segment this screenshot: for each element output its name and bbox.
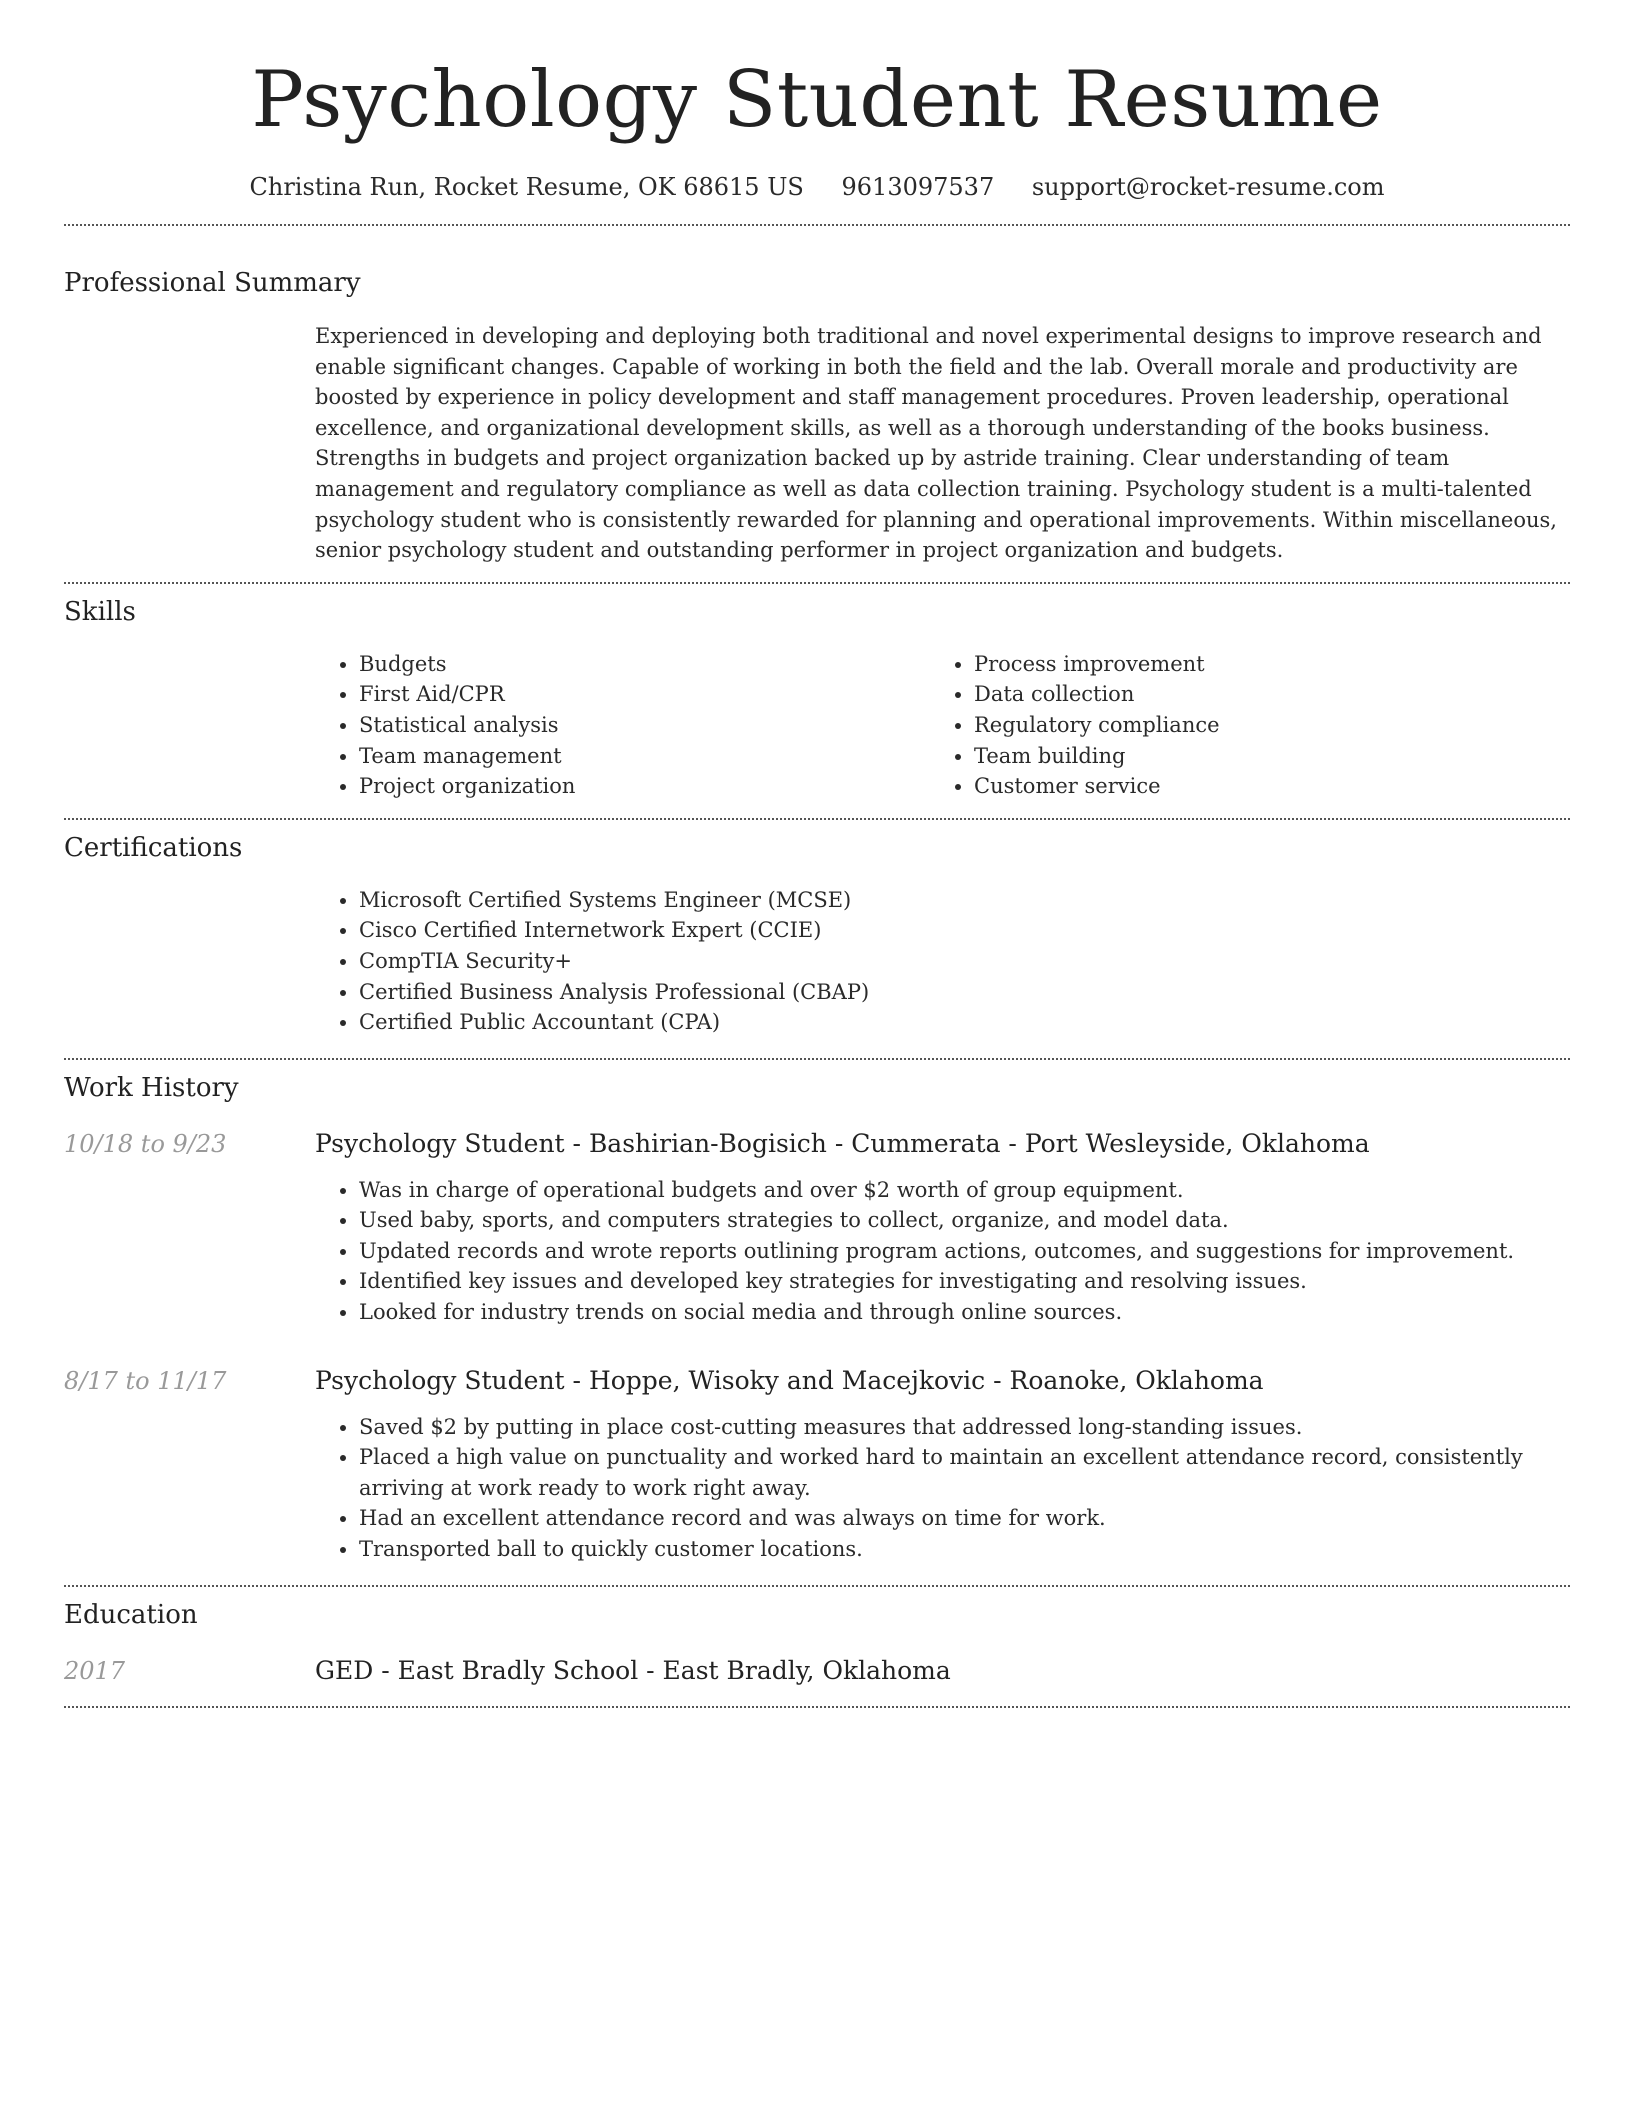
divider [64, 582, 1570, 584]
education-entry [64, 1654, 1570, 1688]
contact-line [64, 170, 1570, 204]
skills-column-left [315, 649, 930, 802]
work-bullet: • Saved $2 by putting in place cost-cutting measures that addressed long-standing issues. [359, 1412, 1570, 1443]
divider [64, 1585, 1570, 1587]
section-title-skills: Skills [64, 596, 136, 627]
skill-item: • Process improvement [974, 649, 1545, 680]
section-title-summary: Professional Summary [64, 268, 361, 298]
work-bullet: • Looked for industry trends on social media and through online sources. [359, 1297, 1570, 1328]
skill-item: • Team management [359, 741, 930, 772]
section-title-certifications: Certifications [64, 832, 243, 863]
skill-item: • Budgets [359, 649, 930, 680]
work-bullet: • Identified key issues and developed key strategies for investigating and resolving issues. [359, 1266, 1570, 1297]
work-bullets [315, 1412, 1570, 1565]
education-title: GED - East Bradly School - East Bradly, Oklahoma [315, 1655, 951, 1685]
work-date: 8/17 to 11/17 [64, 1366, 227, 1395]
skill-item: • Customer service [974, 771, 1545, 802]
summary-text: Experienced in developing and deploying both traditional and novel experimental designs to improve research and enable significant changes. Capable of working in both the field and the lab. Overall morale and productivity are boosted by experience in policy development and staff management procedures. Proven leadership, operational excellence, and organizational development skills, as well as a thorough understanding of the books business. Strengths in budgets and project organization backed up by astride training. Clear understanding of team management and regulatory compliance as well as data collection training. Psychology student is a multi-talented psychology student who is consistently rewarded for planning and operational improvements. Within miscellaneous, senior psychology student and outstanding performer in project organization and budgets. [315, 324, 1557, 563]
education-date: 2017 [64, 1656, 126, 1685]
skill-item: • Data collection [974, 679, 1545, 710]
divider [64, 1058, 1570, 1060]
divider [64, 224, 1570, 226]
work-bullets [315, 1175, 1570, 1328]
certifications-list [315, 885, 1570, 1038]
resume-title: Psychology Student Resume [251, 55, 1383, 145]
work-bullet: • Had an excellent attendance record and was always on time for work. [359, 1503, 1570, 1534]
skill-item: • First Aid/CPR [359, 679, 930, 710]
section-title-work-history: Work History [64, 1072, 239, 1103]
work-title: Psychology Student - Bashirian-Bogisich - Cummerata - Port Wesleyside, Oklahoma [315, 1128, 1370, 1158]
section-title-education: Education [64, 1599, 198, 1630]
skills-column-right [930, 649, 1545, 802]
work-bullet: • Transported ball to quickly customer locations. [359, 1534, 1570, 1565]
work-bullet-list [315, 1175, 1570, 1328]
skill-item: • Regulatory compliance [974, 710, 1545, 741]
skill-item: • Team building [974, 741, 1545, 772]
work-bullet: • Placed a high value on punctuality and worked hard to maintain an excellent attendance record, consistently arriving at work ready to work right away. [359, 1442, 1570, 1503]
work-bullet-list [315, 1412, 1570, 1565]
work-title: Psychology Student - Hoppe, Wisoky and Macejkovic - Roanoke, Oklahoma [315, 1365, 1264, 1395]
work-date: 10/18 to 9/23 [64, 1129, 227, 1158]
skill-item: • Statistical analysis [359, 710, 930, 741]
contact-phone: 9613097537 [841, 173, 995, 201]
contact-email: support@rocket-resume.com [1031, 173, 1385, 201]
certification-item: • Cisco Certified Internetwork Expert (CCIE) [359, 915, 1570, 946]
work-entry [64, 1127, 1570, 1328]
resume-header [64, 0, 1570, 204]
skill-item: • Project organization [359, 771, 930, 802]
contact-address: Christina Run, Rocket Resume, OK 68615 US [249, 173, 804, 201]
divider [64, 818, 1570, 820]
certification-item: • Certified Business Analysis Professional (CBAP) [359, 977, 1570, 1008]
certification-item: • Microsoft Certified Systems Engineer (MCSE) [359, 885, 1570, 916]
work-bullet: • Updated records and wrote reports outlining program actions, outcomes, and suggestions for improvement. [359, 1236, 1570, 1267]
work-entry [64, 1364, 1570, 1565]
work-bullet: • Used baby, sports, and computers strategies to collect, organize, and model data. [359, 1205, 1570, 1236]
work-bullet: • Was in charge of operational budgets and over $2 worth of group equipment. [359, 1175, 1570, 1206]
skills-list [315, 649, 1570, 802]
certifications-bullets [315, 885, 1570, 1038]
certification-item: • CompTIA Security+ [359, 946, 1570, 977]
divider [64, 1706, 1570, 1708]
resume-page [64, 0, 1570, 1708]
certification-item: • Certified Public Accountant (CPA) [359, 1007, 1570, 1038]
